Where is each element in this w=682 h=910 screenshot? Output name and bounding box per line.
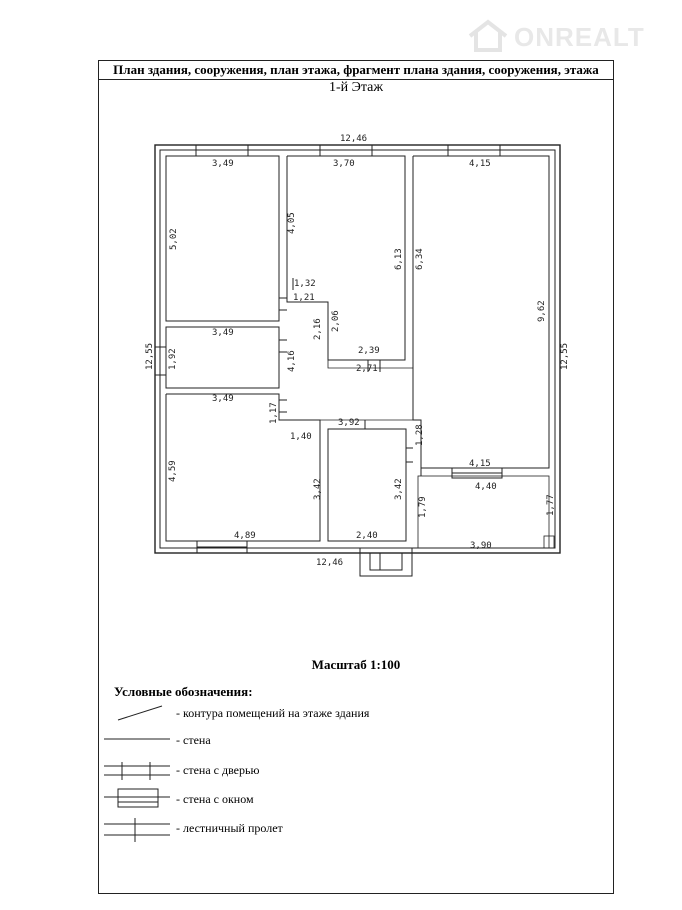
legend-door-symbol (104, 762, 170, 780)
legend-item-door: - стена с дверью (176, 763, 260, 777)
dim-room5-width: 3,49 (212, 394, 234, 404)
legend-window-symbol (104, 789, 170, 807)
dim-corridor-bottom2: 2,71 (356, 364, 378, 374)
dim-left-total: 12,55 (145, 342, 155, 370)
dim-room1-width: 3,49 (212, 159, 234, 169)
dim-room3-width: 4,15 (469, 159, 491, 169)
dim-room3-right: 9,62 (537, 300, 547, 322)
dim-corridor-h3: 4,16 (287, 350, 297, 372)
legend-item-window: - стена с окном (176, 792, 254, 806)
dim-room5-bottom: 4,89 (234, 531, 256, 541)
dim-room2-width: 3,70 (333, 159, 355, 169)
dim-top-total: 12,46 (340, 134, 368, 144)
dim-room4-height: 1,92 (168, 348, 178, 370)
floor-title: 1-й Этаж (328, 80, 384, 95)
legend-title: Условные обозначения: (114, 684, 253, 699)
dim-room5-right: 3,42 (313, 478, 323, 500)
legend-stair-symbol (104, 818, 170, 842)
document-header: План здания, сооружения, план этажа, фрагмент плана здания, сооружения, этажа (98, 60, 614, 80)
dim-terrace-right: 1,77 (546, 494, 556, 516)
dim-room2-right: 6,13 (394, 248, 404, 270)
dim-terrace-bottom: 3,90 (470, 541, 492, 551)
legend-item-wall: - стена (176, 733, 211, 747)
dim-hall-lower: 1,40 (290, 432, 312, 442)
dim-room4-width: 3,49 (212, 328, 234, 338)
dim-terrace-left: 1,79 (418, 496, 428, 518)
legend-item-stair: - лестничный пролет (176, 821, 283, 835)
dim-room6-bottom: 2,40 (356, 531, 378, 541)
legend-contour-symbol (118, 706, 162, 720)
dim-corridor-bottom: 2,39 (358, 346, 380, 356)
dim-room2-left: 4,05 (287, 212, 297, 234)
dim-corridor-mid: 1,21 (293, 293, 315, 303)
legend-item-contour: - контура помещений на этаже здания (176, 706, 370, 720)
dim-corridor-top: 1,32 (294, 279, 316, 289)
dim-hall-upper: 1,17 (269, 402, 279, 424)
dim-corridor-h2: 2,06 (331, 310, 341, 332)
scale-label: Масштаб 1:100 (311, 657, 401, 672)
watermark-logo: ONREALT (514, 22, 645, 52)
dim-room6-height: 3,42 (394, 478, 404, 500)
dim-corridor-h1: 2,16 (313, 318, 323, 340)
dim-room5-height: 4,59 (168, 460, 178, 482)
dim-bottom-total: 12,46 (316, 558, 344, 568)
dim-right-total: 12,55 (560, 342, 570, 370)
dim-room6-small: 1,28 (415, 424, 425, 446)
dim-room1-height: 5,02 (169, 228, 179, 250)
dim-room3-left: 6,34 (415, 248, 425, 270)
dim-room6-width: 3,92 (338, 418, 360, 428)
dim-room3-bottom: 4,15 (469, 459, 491, 469)
dim-terrace-width: 4,40 (475, 482, 497, 492)
